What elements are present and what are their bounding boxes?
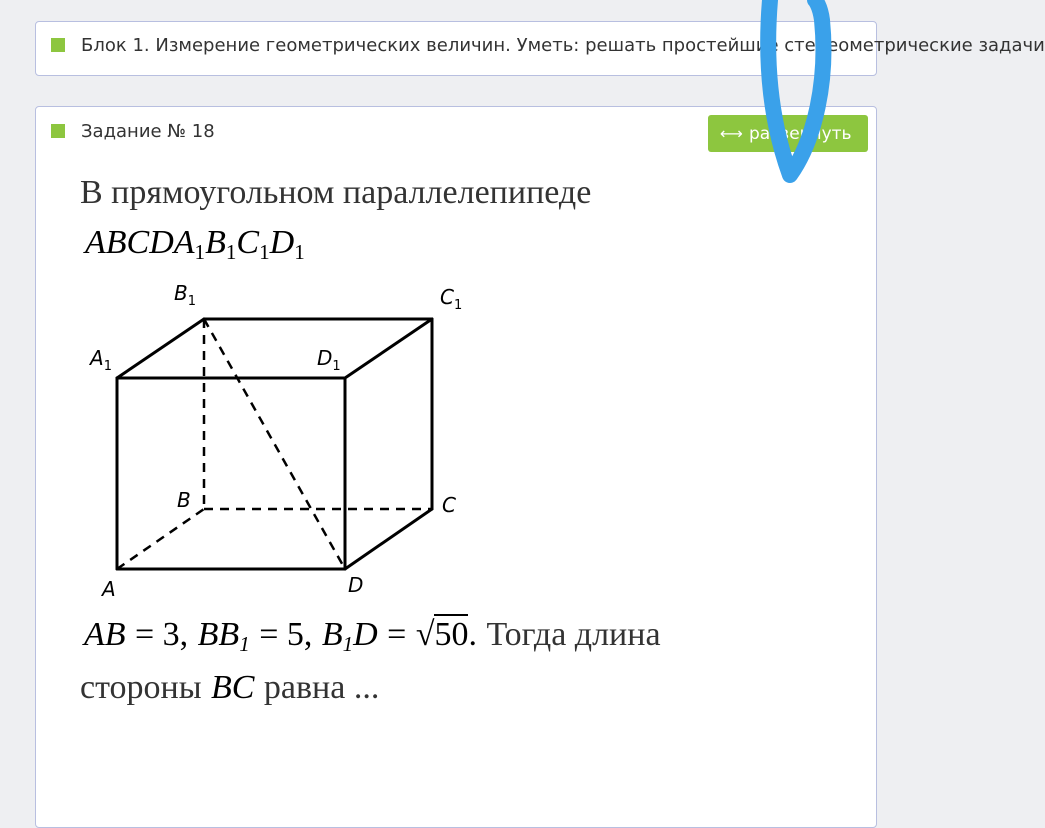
label-c1: $C_1$ — [440, 285, 463, 313]
label-c: C — [442, 493, 456, 517]
problem-text-line1: В прямоугольном параллелепипеде — [80, 174, 592, 211]
task-title: Задание № 18 — [81, 121, 215, 142]
expand-button-label: развернуть — [748, 124, 852, 144]
label-d: D — [348, 573, 364, 597]
label-b: B — [177, 488, 191, 512]
label-b1: $B_1$ — [174, 281, 197, 309]
parallelepiped-figure — [80, 274, 486, 606]
conditions-line: AB = 3, $BB_1 = 5$, $B_1D = √50$. Тогда длина — [84, 616, 661, 656]
label-d1: $D_1$ — [317, 346, 341, 374]
sqrt-icon: √ — [415, 616, 435, 653]
block-title: Блок 1. Измерение геометрических величин. Уметь: решать простейшие стереометрические задачи — [81, 35, 1045, 56]
question-line: стороны BC равна ... — [80, 669, 380, 706]
label-a: A — [102, 577, 116, 601]
green-square-icon — [51, 38, 65, 52]
double-arrow-icon: ⟷ — [720, 124, 743, 143]
pen-stroke-annotation — [760, 0, 840, 190]
green-square-icon — [51, 124, 65, 138]
block-header-card[interactable] — [35, 21, 1045, 76]
label-a1: $A_1$ — [90, 346, 112, 374]
solid-name: $ABCDA_1B_1C_1D_1$ — [85, 224, 305, 264]
